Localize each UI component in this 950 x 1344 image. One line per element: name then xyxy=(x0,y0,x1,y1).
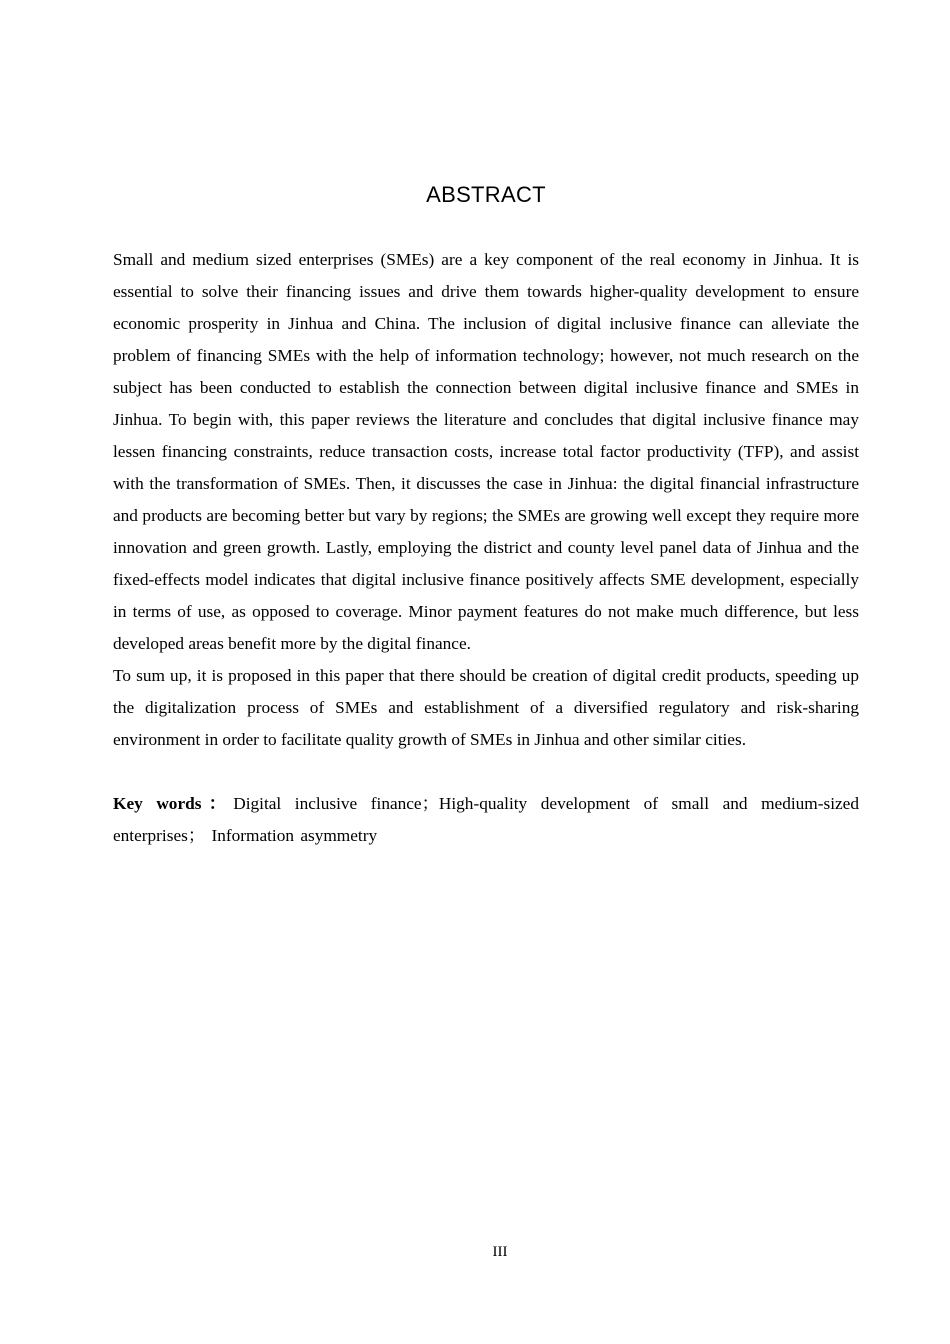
keywords-line xyxy=(113,788,859,852)
abstract-body xyxy=(113,244,859,852)
abstract-paragraph-1: Small and medium sized enterprises (SMEs) are a key component of the real economy in Jinhua. It is essential to solve their financing issues and drive them towards higher-quality development to ensure economic prosperity in Jinhua and China. The inclusion of digital inclusive finance can alleviate the problem of financing SMEs with the help of information technology; however, not much research on the subject has been conducted to establish the connection between digital inclusive finance and SMEs in Jinhua. To begin with, this paper reviews the literature and concludes that digital inclusive finance may lessen financing constraints, reduce transaction costs, increase total factor productivity (TFP), and assist with the transformation of SMEs. Then, it discusses the case in Jinhua: the digital financial infrastructure and products are becoming better but vary by regions; the SMEs are growing well except they require more innovation and green growth. Lastly, employing the district and county level panel data of Jinhua and the fixed-effects model indicates that digital inclusive finance positively affects SME development, especially in terms of use, as opposed to coverage. Minor payment features do not make much difference, but less developed areas benefit more by the digital finance. xyxy=(113,250,859,653)
keywords-label: Key words： xyxy=(113,794,234,813)
page-number: III xyxy=(492,1244,508,1260)
page-title: ABSTRACT xyxy=(426,182,546,207)
keywords-text: Digital inclusive finance；High-quality development of small and medium-sized enterprises； Information asymmetry xyxy=(113,794,859,845)
abstract-paragraph-2: To sum up, it is proposed in this paper that there should be creation of digital credit products, speeding up the digitalization process of SMEs and establishment of a diversified regulatory and risk-sharing environment in order to facilitate quality growth of SMEs in Jinhua and other similar cities. xyxy=(113,666,859,749)
